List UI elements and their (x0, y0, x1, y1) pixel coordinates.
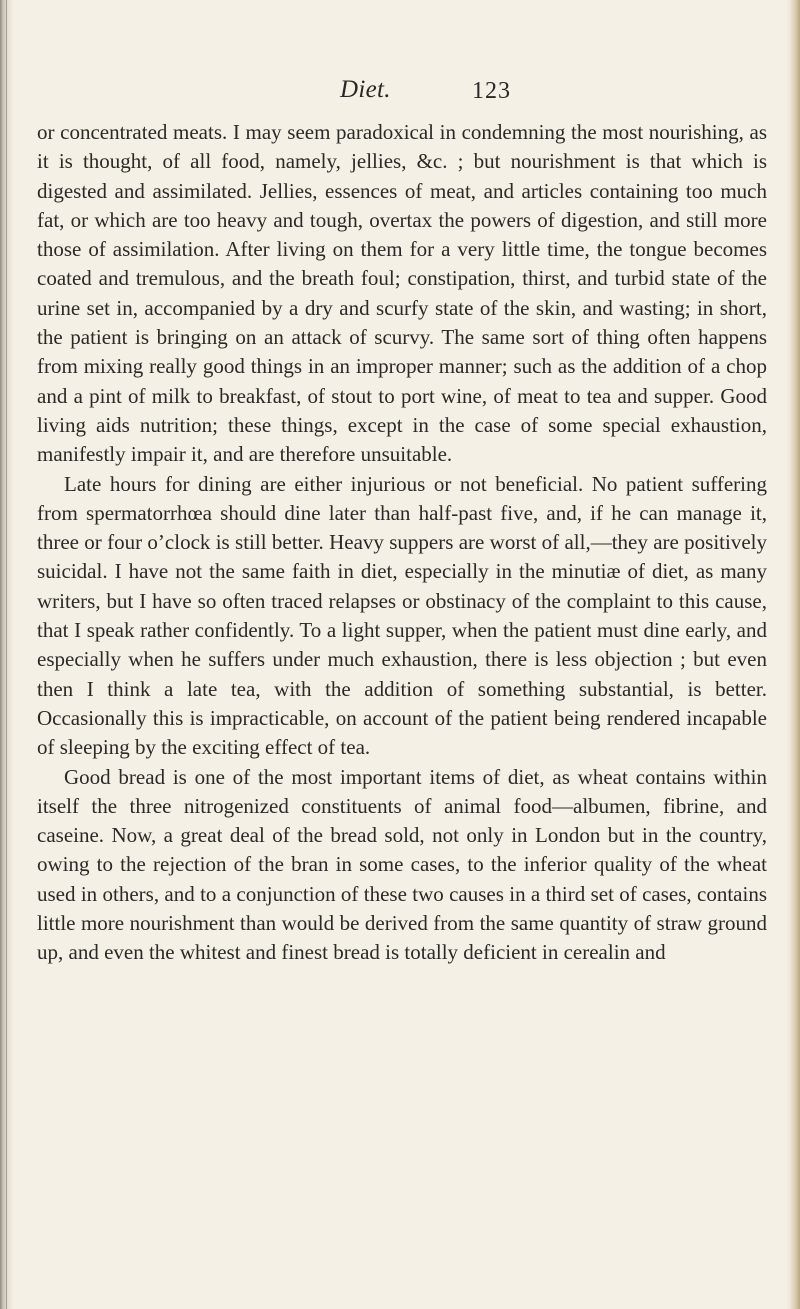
paragraph: Late hours for dining are either injurious or not beneficial. No patient suffering from spermatorrhœa should dine later than half-past five, and, if he can manage it, three or four o’clock is still better. Heavy suppers are worst of all,—they are positively suicidal. I have not the same faith in diet, especially in the minutiæ of diet, as many writers, but I have so often traced relapses or obstinacy of the complaint to this cause, that I speak rather confidently. To a light supper, when the patient must dine early, and especially when he suffers under much exhaustion, there is less objection ; but even then I think a late tea, with the addition of something substantial, is better. Occasionally this is impracticable, on account of the patient being rendered incapable of sleeping by the exciting effect of tea. (37, 471, 767, 760)
page-edge (786, 0, 800, 1309)
paragraph: or concentrated meats. I may seem paradoxical in condemning the most nourishing, as it is thought, of all food, namely, jellies, &c. ; but nourishment is that which is digested and assimilated. Jellies, essences of meat, and articles containing too much fat, or which are too heavy and tough, overtax the powers of digestion, and still more those of assimilation. After living on them for a very little time, the tongue becomes coated and tremulous, and the breath foul; constipation, thirst, and turbid state of the urine set in, accompanied by a dry and scurfy state of the skin, and wasting; in short, the patient is bringing on an attack of scurvy. The same sort of thing often happens from mixing really good things in an improper manner; such as the addition of a chop and a pint of milk to breakfast, of stout to port wine, of meat to tea and supper. Good living aids nutrition; these things, except in the case of some special exhaustion, manifestly impair it, and are therefore unsuitable. (37, 120, 767, 467)
binding-shadow (0, 0, 14, 1309)
page-header (0, 76, 800, 110)
page-number: 123 (472, 78, 511, 104)
binding-edge (6, 0, 7, 1309)
paragraph: Good bread is one of the most important items of diet, as wheat contains within itself the three nitrogenized constituents of animal food—albumen, fibrine, and caseine. Now, a great deal of the bread sold, not only in London but in the country, owing to the rejection of the bran in some cases, to the inferior quality of the wheat used in others, and to a conjunction of these two causes in a third set of cases, contains little more nourishment than would be derived from the same quantity of straw ground up, and even the whitest and finest bread is totally deficient in cerealin and (37, 764, 767, 965)
body-text (37, 118, 767, 968)
running-head: Diet. (340, 76, 391, 103)
